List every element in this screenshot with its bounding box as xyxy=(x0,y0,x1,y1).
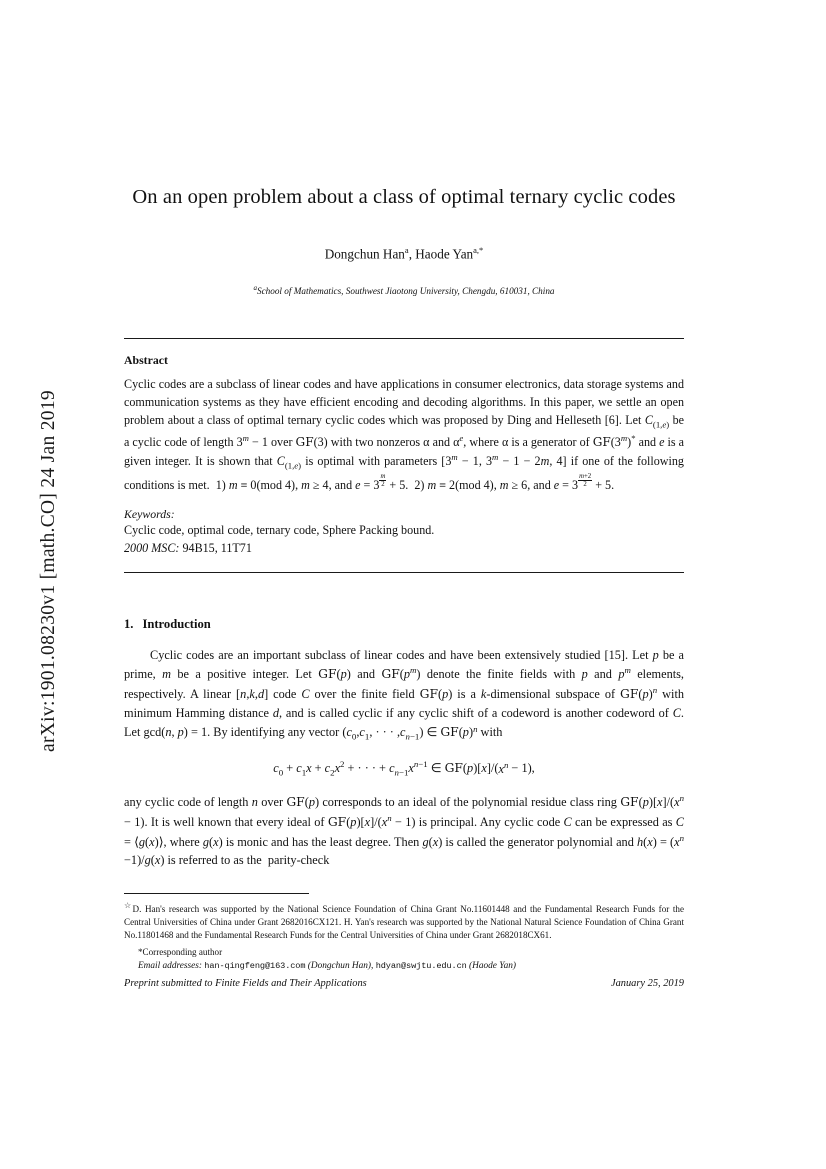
email-name-2: (Haode Yan) xyxy=(469,960,516,971)
msc-line xyxy=(124,540,684,558)
footer-preprint-note: Preprint submitted to Finite Fields and Their Applications xyxy=(124,978,367,989)
email-address-1[interactable]: han-qingfeng@163.com xyxy=(204,960,306,971)
msc-value: 94B15, 11T71 xyxy=(182,540,252,555)
footnote-funding: ☆D. Han's research was supported by the National Science Foundation of China Grant No.11601448 and the Fundamental Research Funds for the Central Universities of China under Grant 2682016CX121. H. Yan's research was supported by the National Natural Science Foundation of China Grant No.11801468 and the Fundamental Research Funds for the Central Universities of China under Grant 2682018CX61. xyxy=(124,901,685,940)
email-address-2[interactable]: hdyan@swjtu.edu.cn xyxy=(375,960,467,971)
author-list: Dongchun Han$^a$, Haode Yan$^{a,*}$ xyxy=(324,245,484,262)
section-heading xyxy=(124,617,684,632)
abstract-heading: Abstract xyxy=(124,353,168,368)
keywords-heading: Keywords: xyxy=(124,507,175,522)
email-name-1: (Dongchun Han) xyxy=(307,960,372,971)
divider-bottom xyxy=(124,572,684,573)
email-label: Email addresses: xyxy=(138,960,202,971)
footnote-corresponding-text: Corresponding author xyxy=(142,946,223,957)
page-footer xyxy=(124,978,684,989)
display-equation: $c_0 + c_1x + c_2x^2$ + · · · + $c_{n-1}x^{n-1}$ ∈ $GF(p)[x]/(x^n - 1)$, xyxy=(273,759,535,778)
paragraph-2: any cyclic code of length n over GF(p) corresponds to an ideal of the polynomial residue class ring $GF(p)[x]/(x^n - 1)$. It is well known that every ideal of $GF(p)[x]/(x^n - 1)$ is principal. Any cyclic code C can be expressed as C = ⟨g(x)⟩, where g(x) is monic and has the least degree. Then g(x) is called the generator polynomial and $h(x) = (x^n -1)/g(x)$ is referred to as the parity-check xyxy=(124,793,685,868)
section-title: Introduction xyxy=(142,616,211,631)
keywords-text: Cyclic code, optimal code, ternary code, Sphere Packing bound. xyxy=(124,523,435,538)
footnote-funding-text: D. Han's research was supported by the National Science Foundation of China Grant No.11601448 and the Fundamental Research Funds for the Central Universities of China under Grant 2682016CX121. H. Yan's research was supported by the National Natural Science Foundation of China Grant No.11801468 and the Fundamental Research Funds for the Central Universities of China under Grant 2682018CX61. xyxy=(124,904,685,940)
footnote-divider xyxy=(124,893,309,894)
msc-label: 2000 MSC: xyxy=(124,540,180,555)
affiliation: $^a$School of Mathematics, Southwest Jiaotong University, Chengdu, 610031, China xyxy=(253,284,555,297)
arxiv-stamp: arXiv:1901.08230v1 [math.CO] 24 Jan 2019 xyxy=(38,390,59,752)
footnote-corresponding: *Corresponding author xyxy=(138,946,223,957)
footer-date: January 25, 2019 xyxy=(610,978,684,989)
abstract-text: Cyclic codes are a subclass of linear codes and have applications in consumer electronics, data storage systems and communication systems as they have efficient encoding and decoding algorithms. In this paper, we settle an open problem about a class of optimal ternary cyclic codes which was proposed by Ding and Helleseth [6]. Let $C_{(1,e)}$ be a cyclic code of length $3^m - 1$ over GF(3) with two nonzeros α and $\alpha^e$, where α is a generator of GF(3$^m$)* and e is a given integer. It is shown that $C_{(1,e)}$ is optimal with parameters [$3^m - 1$, $3^m - 1 - 2m$, 4] if one of the following conditions is met. 1) m ≡ 0(mod 4), m ≥ 4, and e = 3 $^{\frac{m}{2}}$ + 5. 2) m ≡ 2(mod 4), m ≥ 6, and e = 3 $^{\frac{m+2}{2}}$ + 5. xyxy=(124,377,685,492)
paragraph-1: Cyclic codes are an important subclass of linear codes and have been extensively studied [15]. Let p be a prime, m be a positive integer. Let GF(p) and $GF(p^m)$ denote the finite fields with p and $p^m$ elements, respectively. A linear [n,k,d] code C over the finite field GF(p) is a k-dimensional subspace of $GF(p)^n$ with minimum Hamming distance d, and is called cyclic if any cyclic shift of a codeword is another codeword of C. Let gcd(n, p) = 1. By identifying any vector ($c_0,c_1$, · · · $,c_{n-1}$) ∈ $GF(p)^n$ with xyxy=(124,647,685,742)
page-title: On an open problem about a class of optimal ternary cyclic codes xyxy=(132,186,676,208)
footnote-emails: Email addresses: han-qingfeng@163.com (Dongchun Han), hdyan@swjtu.edu.cn (Haode Yan) xyxy=(138,960,516,971)
footnote-area xyxy=(124,893,684,971)
paper-content xyxy=(124,0,684,1169)
section-number: 1. xyxy=(124,616,134,631)
divider-top xyxy=(124,338,684,339)
